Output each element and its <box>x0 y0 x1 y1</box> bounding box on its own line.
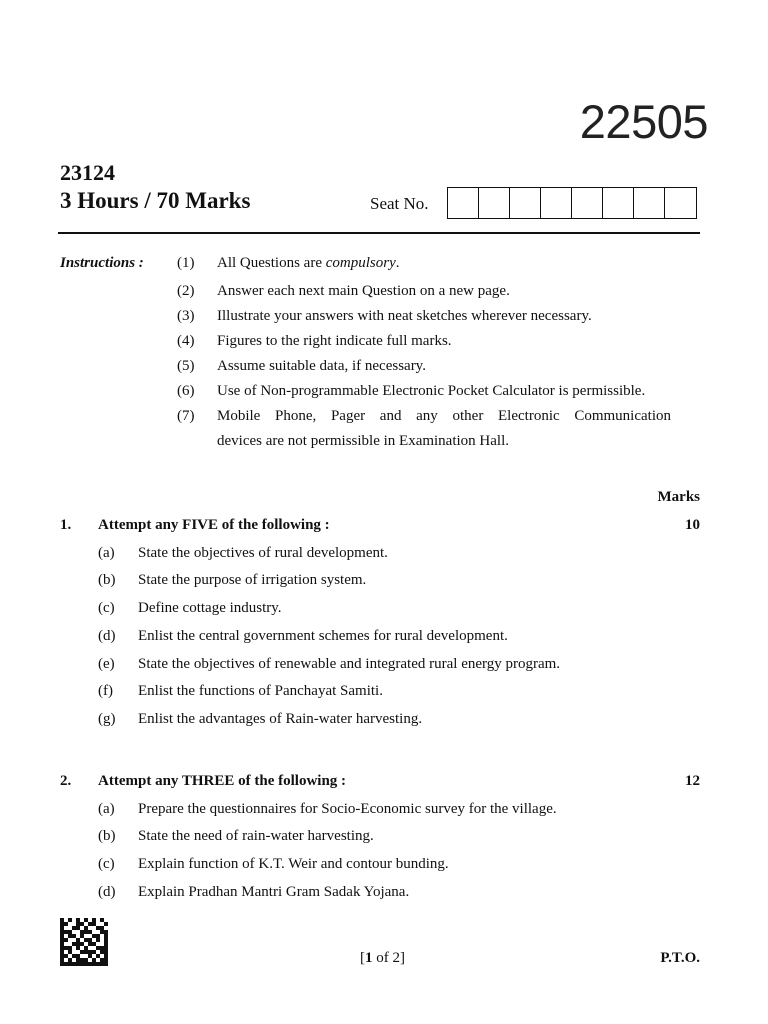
sub-question-text: Explain Pradhan Mantri Gram Sadak Yojana. <box>138 884 410 900</box>
seat-box <box>665 188 696 218</box>
instruction-text: Use of Non-programmable Electronic Pocket Calculator is permissible. <box>217 383 646 399</box>
datamatrix-code-icon <box>60 918 108 964</box>
question-marks: 10 <box>685 517 700 533</box>
sub-question-text: Enlist the advantages of Rain-water harvesting. <box>138 711 423 727</box>
seat-box <box>510 188 541 218</box>
question-title: Attempt any FIVE of the following : <box>98 517 330 533</box>
instruction-number: (1) <box>177 255 195 271</box>
instruction-number: (7) <box>177 408 195 424</box>
header-divider <box>58 232 700 234</box>
seat-number-boxes <box>447 187 697 219</box>
pto-label: P.T.O. <box>660 950 700 966</box>
marks-heading: Marks <box>657 489 700 505</box>
sub-question-label: (c) <box>98 856 115 872</box>
sub-question-text: Prepare the questionnaires for Socio-Economic survey for the village. <box>138 801 557 817</box>
seat-no-label: Seat No. <box>370 194 429 213</box>
question-marks: 12 <box>685 773 700 789</box>
instruction-text: Illustrate your answers with neat sketches wherever necessary. <box>217 308 592 324</box>
question-items <box>98 545 698 735</box>
page-indicator: [1 of 2] <box>360 950 405 966</box>
sub-question-label: (c) <box>98 600 115 616</box>
instruction-text: Figures to the right indicate full marks. <box>217 333 452 349</box>
question-title: Attempt any THREE of the following : <box>98 773 347 789</box>
sub-question-text: Explain function of K.T. Weir and contour bunding. <box>138 856 449 872</box>
instruction-number: (6) <box>177 383 195 399</box>
question-number: 1. <box>60 517 72 533</box>
sub-question-text: State the purpose of irrigation system. <box>138 572 367 588</box>
instruction-text-line1: Mobile Phone, Pager and any other Electronic Communication <box>217 408 671 424</box>
instruction-text-line2: devices are not permissible in Examination Hall. <box>217 433 510 449</box>
question-number: 2. <box>60 773 72 789</box>
sub-question-label: (d) <box>98 884 116 900</box>
sub-question-label: (g) <box>98 711 116 727</box>
instructions-list <box>177 251 697 461</box>
sub-question-label: (b) <box>98 828 116 844</box>
instruction-text: Answer each next main Question on a new page. <box>217 283 510 299</box>
seat-box <box>541 188 572 218</box>
sub-question-text: State the objectives of renewable and integrated rural energy program. <box>138 656 561 672</box>
sub-question-text: State the objectives of rural development. <box>138 545 388 561</box>
seat-box <box>572 188 603 218</box>
duration-marks: 3 Hours / 70 Marks <box>60 188 251 213</box>
sub-question-text: Define cottage industry. <box>138 600 282 616</box>
seat-box <box>448 188 479 218</box>
sub-question-label: (b) <box>98 572 116 588</box>
sub-question-label: (f) <box>98 683 113 699</box>
current-page-number: 1 <box>365 950 373 966</box>
paper-code: 22505 <box>579 95 708 148</box>
instruction-number: (4) <box>177 333 195 349</box>
instructions-label: Instructions : <box>60 255 144 271</box>
sub-question-label: (d) <box>98 628 116 644</box>
sub-question-text: Enlist the functions of Panchayat Samiti. <box>138 683 383 699</box>
instruction-number: (2) <box>177 283 195 299</box>
seat-box <box>603 188 634 218</box>
seat-box <box>634 188 665 218</box>
instruction-number: (3) <box>177 308 195 324</box>
sub-question-text: State the need of rain-water harvesting. <box>138 828 374 844</box>
emphasis-compulsory: compulsory <box>325 255 396 271</box>
instruction-text: All Questions are compulsory. <box>217 255 400 271</box>
seat-box <box>479 188 510 218</box>
sub-question-text: Enlist the central government schemes for rural development. <box>138 628 508 644</box>
instruction-text: Assume suitable data, if necessary. <box>217 358 426 374</box>
instruction-number: (5) <box>177 358 195 374</box>
sub-question-label: (a) <box>98 801 115 817</box>
subject-code: 23124 <box>60 160 115 185</box>
question-items <box>98 801 698 911</box>
sub-question-label: (e) <box>98 656 115 672</box>
sub-question-label: (a) <box>98 545 115 561</box>
